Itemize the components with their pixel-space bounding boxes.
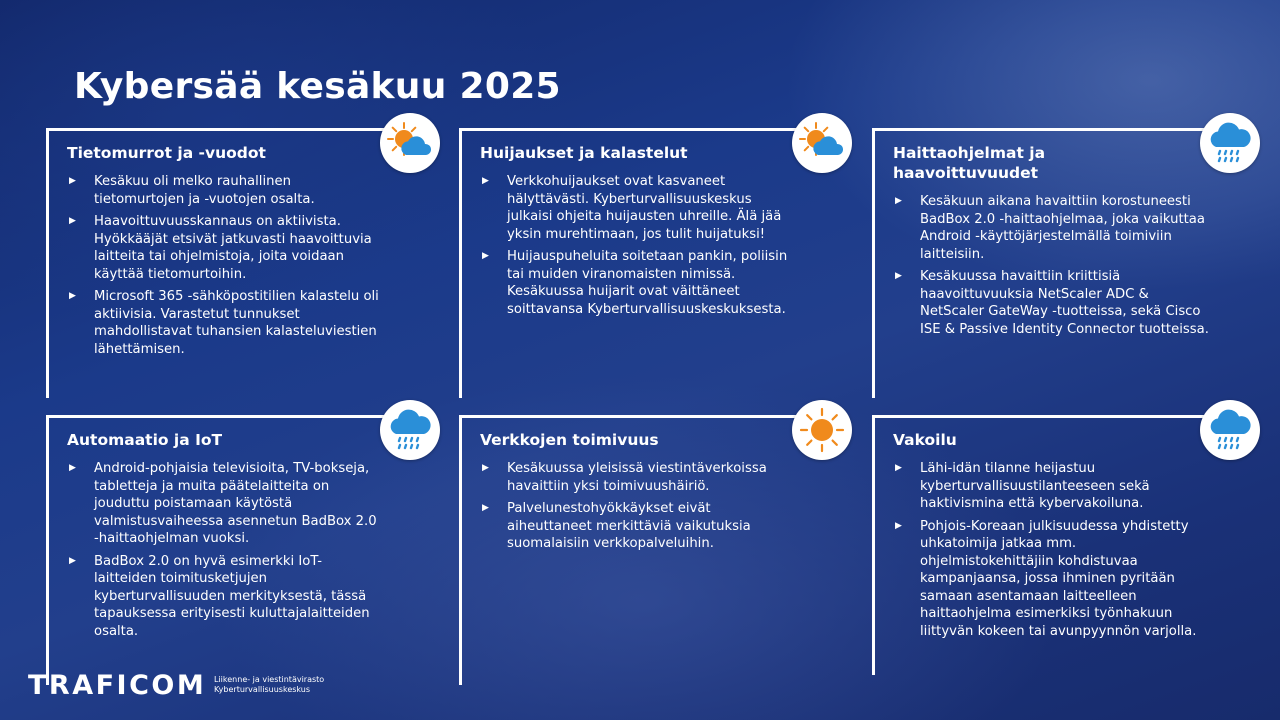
card-heading: Verkkojen toimivuus bbox=[480, 431, 659, 449]
card-malware-vulnerabilities bbox=[872, 128, 1227, 398]
footer bbox=[28, 670, 325, 701]
traficom-logo: TRAFICOM bbox=[28, 670, 207, 701]
card-heading: Tietomurrot ja -vuodot bbox=[67, 144, 266, 162]
card-heading: Automaatio ja IoT bbox=[67, 431, 223, 449]
agency-line-2: Kyberturvallisuuskeskus bbox=[214, 685, 311, 694]
bullet-list bbox=[480, 460, 796, 553]
list-item: ▶ Kesäkuussa yleisissä viestintäverkoissa havaittiin yksi toimivuushäiriö. bbox=[480, 460, 796, 495]
bullet-list bbox=[480, 173, 796, 318]
list-item: ▶ Android-pohjaisia televisioita, TV-bokseja, tabletteja ja muita päätelaitteita on jouduttu poistamaan käytöstä valmistusvaiheessa asennetun BadBox 2.0 -haittaohjelman vuoksi. bbox=[67, 460, 383, 548]
list-item: ▶ Kesäkuun aikana havaittiin korostuneesti BadBox 2.0 -haittaohjelmaa, joka vaikuttaa Android -käyttöjärjestelmällä toimiviin laitteisiin. bbox=[893, 193, 1209, 263]
card-data-breaches bbox=[46, 128, 401, 398]
list-item: ▶ Haavoittuvuusskannaus on aktiivista. Hyökkääjät etsivät jatkuvasti haavoittuvia laitteita tai ohjelmistoja, joita voidaan käyttää tietomurtoihin. bbox=[67, 213, 383, 283]
list-item: ▶ Palvelunestohyökkäykset eivät aiheuttaneet merkittäviä vaikutuksia suomalaisiin verkkopalveluihin. bbox=[480, 500, 796, 553]
sun-cloud-icon bbox=[380, 113, 440, 173]
sun-icon bbox=[792, 400, 852, 460]
bullet-list bbox=[67, 460, 383, 640]
card-scams-phishing bbox=[459, 128, 814, 398]
list-item: ▶ Lähi-idän tilanne heijastuu kyberturvallisuustilanteeseen sekä haktivismina että kybervakoiluna. bbox=[893, 460, 1209, 513]
bullet-list bbox=[67, 173, 383, 358]
page-title: Kybersää kesäkuu 2025 bbox=[74, 66, 561, 107]
card-automation-iot bbox=[46, 415, 401, 685]
sun-cloud-icon bbox=[792, 113, 852, 173]
bullet-list bbox=[893, 193, 1209, 338]
rain-cloud-icon bbox=[380, 400, 440, 460]
list-item: ▶ Huijauspuheluita soitetaan pankin, poliisin tai muiden viranomaisten nimissä. Kesäkuussa huijarit ovat väittäneet soittavansa Kyberturvallisuuskeskuksesta. bbox=[480, 248, 796, 318]
list-item: ▶ Kesäkuussa havaittiin kriittisiä haavoittuvuuksia NetScaler ADC & NetScaler GateWay -tuotteissa, sekä Cisco ISE & Passive Identity Connector tuotteissa. bbox=[893, 268, 1209, 338]
agency-line-1: Liikenne- ja viestintävirasto bbox=[214, 675, 325, 684]
card-heading: Vakoilu bbox=[893, 431, 957, 449]
card-heading: Huijaukset ja kalastelut bbox=[480, 144, 688, 162]
card-espionage bbox=[872, 415, 1227, 675]
list-item: ▶ Microsoft 365 -sähköpostitilien kalastelu oli aktiivisia. Varastetut tunnukset mahdollistavat tuhansien kalasteluviestien lähettämisen. bbox=[67, 288, 383, 358]
agency-name bbox=[214, 675, 324, 695]
list-item: ▶ BadBox 2.0 on hyvä esimerkki IoT-laitteiden toimitusketjujen kyberturvallisuuden merkityksestä, tässä tapauksessa erityisesti kuluttajalaitteiden osalta. bbox=[67, 553, 383, 641]
rain-cloud-icon bbox=[1200, 400, 1260, 460]
card-network-functionality bbox=[459, 415, 814, 685]
list-item: ▶ Kesäkuu oli melko rauhallinen tietomurtojen ja -vuotojen osalta. bbox=[67, 173, 383, 208]
list-item: ▶ Pohjois-Koreaan julkisuudessa yhdistetty uhkatoimija jatkaa mm. ohjelmistokehittäjiin kohdistuvaa kampanjaansa, jossa ihminen pyritään samaan asentamaan laitteelleen haittaohjelma esimerkiksi työnhakuun liittyvän kokeen tai avunpyynnön varjolla. bbox=[893, 518, 1209, 641]
list-item: ▶ Verkkohuijaukset ovat kasvaneet hälyttävästi. Kyberturvallisuuskeskus julkaisi ohjeita huijausten uhreille. Älä jää yksin murehtimaan, jos tulit huijatuksi! bbox=[480, 173, 796, 243]
card-heading: Haittaohjelmat ja haavoittuvuudet bbox=[893, 144, 1046, 182]
bullet-list bbox=[893, 460, 1209, 640]
rain-cloud-icon bbox=[1200, 113, 1260, 173]
